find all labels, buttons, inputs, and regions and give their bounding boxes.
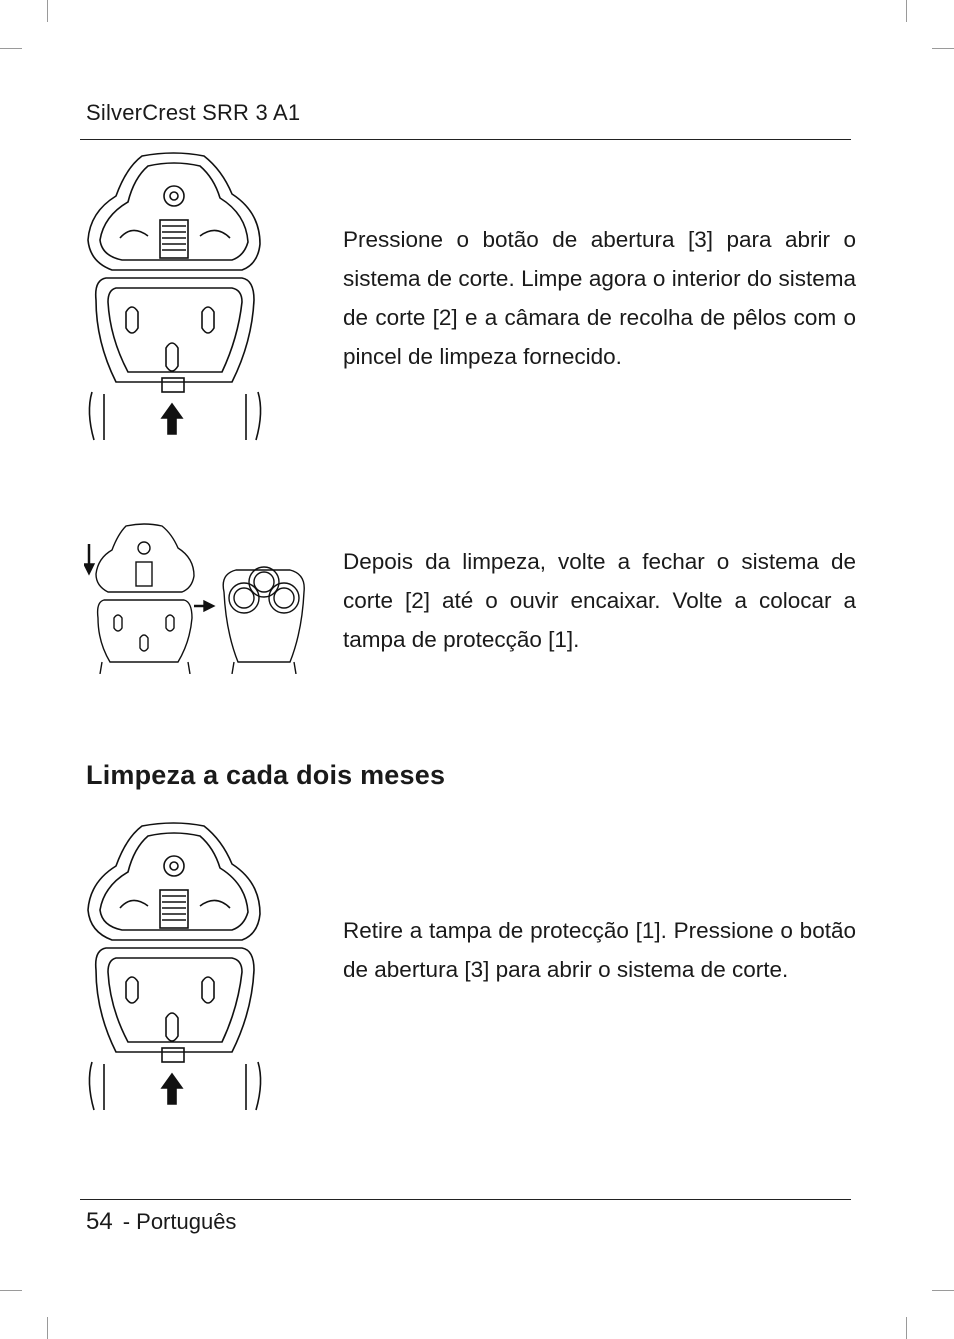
instruction-paragraph: Depois da limpeza, volte a fechar o sistema de corte [2] até o ouvir encaixar. Volte a colocar a tampa de protecção [1].	[343, 549, 856, 652]
crop-mark	[906, 1317, 907, 1339]
crop-mark	[47, 0, 48, 22]
instruction-paragraph: Pressione o botão de abertura [3] para abrir o sistema de corte. Limpe agora o interior do sistema de corte [2] e a câmara de recolha de pêlos com o pincel de limpeza fornecido.	[343, 227, 856, 369]
footer-language: - Português	[122, 1209, 237, 1234]
close-shaver-illustration	[84, 522, 312, 674]
crop-mark	[47, 1317, 48, 1339]
instruction-paragraph: Retire a tampa de protecção [1]. Pressione o botão de abertura [3] para abrir o sistema de corte.	[343, 918, 856, 982]
page-number: 54	[86, 1208, 113, 1235]
crop-mark	[0, 1290, 22, 1291]
crop-mark	[932, 1290, 954, 1291]
footer-rule	[80, 1199, 851, 1200]
page-footer	[86, 1208, 236, 1236]
crop-mark	[932, 48, 954, 49]
crop-mark	[906, 0, 907, 22]
header-rule	[80, 139, 851, 140]
section-heading: Limpeza a cada dois meses	[86, 760, 446, 790]
open-shaver-illustration	[82, 152, 267, 442]
crop-mark	[0, 48, 22, 49]
open-shaver-illustration	[82, 822, 267, 1112]
page-header-title: SilverCrest SRR 3 A1	[86, 100, 301, 125]
